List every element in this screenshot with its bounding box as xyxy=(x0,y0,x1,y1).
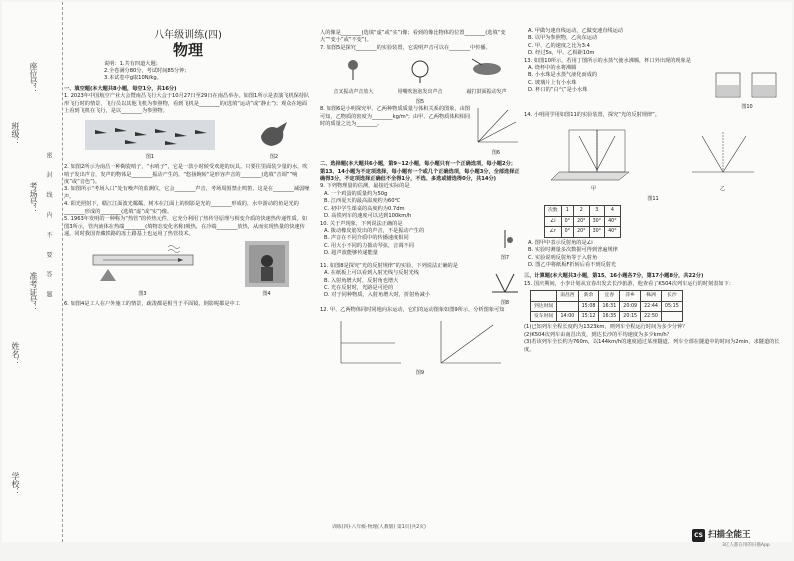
figure-5-label: 敲打鼓面振动发声 xyxy=(466,88,507,95)
train-schedule-table xyxy=(530,290,683,322)
question: 10. 关于声现象，下列说法正确的是 xyxy=(320,220,403,227)
table-cell: 30° xyxy=(589,216,605,226)
section-heading: 二、选择题(本大题共6小题，第9~12小题，每小题只有一个正确选项，每小题2分；第13、14小题为不定项选择，每小题有一个或几个正确选项，每小题3分，全部选择正确得3分，不定项选择正确但不全得1分，不选、多选或错选得0分，共14分) xyxy=(320,161,520,183)
column-1 xyxy=(64,2,312,542)
note: 说明：1.共有四道大题； xyxy=(104,60,161,67)
table-cell: 发车时间 xyxy=(531,311,557,321)
reflection-apparatus-b xyxy=(688,122,758,182)
question: 14. 小明同学用如图11的实验装置，探究“光的反射规律”。 xyxy=(524,111,660,118)
figure-caption: 图10 xyxy=(741,104,753,111)
question-part: (1)已知列车全程长度约为1323km，则列车全程运行时间为多少分钟？ xyxy=(524,324,688,331)
option: B. 江西夏天的最高温度约为60℃ xyxy=(324,198,401,205)
question: 15. 国庆期间，小李计划从宜春出发去长沙旅游，他查看了K504次列车运行的时刻表如下： xyxy=(524,280,734,287)
exam-title: 八年级训练(四) xyxy=(154,30,222,41)
table-header: 4 xyxy=(605,206,621,216)
table-header: 萍乡 xyxy=(620,291,641,301)
reflection-apparatus-a xyxy=(549,122,639,182)
question: 7. 如图5是探究________的实验装置，它说明声音可以在________中传播。 xyxy=(320,44,491,51)
figure-caption: 图6 xyxy=(491,149,501,156)
question: 11. 如图8是探究“光的反射规律”的实验，下列说法正确的是 xyxy=(320,262,458,269)
table-cell: 14:00 xyxy=(557,311,578,321)
table-header: 株洲 xyxy=(641,291,662,301)
option: D. 超声波能够传递能量 xyxy=(324,250,378,257)
option: D. 高铁列车的速度可以达到100km/h xyxy=(324,213,412,220)
table-cell: 0° xyxy=(561,227,573,237)
question: 4. 阳光照射下，赣江江面波光粼粼，树木在江面上的倒影是光的________形成的，水中游动的鱼是光的________形成的________(选填“虚”或“实”)像。 xyxy=(64,201,299,215)
note: 3.本试卷中g取10N/kg。 xyxy=(104,74,162,81)
table-header: 新余 xyxy=(578,291,599,301)
table-cell: ∠i xyxy=(545,216,562,226)
option: A. 烧杯中的水将沸腾 xyxy=(528,65,577,72)
heat-pipe-diagram xyxy=(88,241,198,287)
table-header: 宜春 xyxy=(599,291,620,301)
table-cell: 15:12 xyxy=(578,311,599,321)
question: 8. 如图6是小明探究甲、乙两种物质质量与体积关系的图象，由图可知，乙物质的密度为________kg/m³；由甲、乙两物质体积相同时的质量之比为________。 xyxy=(320,106,471,128)
figure-4 xyxy=(245,241,289,298)
figure-3 xyxy=(88,241,198,298)
figure-caption: 图1 xyxy=(145,153,155,160)
light-reflection-diagram xyxy=(490,270,520,296)
ticket-number-label: 准考证号： xyxy=(29,272,38,312)
figure-10 xyxy=(712,65,782,112)
mass-volume-graph xyxy=(472,106,520,146)
figure-11-label-a: 甲 xyxy=(590,185,596,192)
figure-6 xyxy=(472,106,520,157)
page-footer: 训练(四)·八年级·物理(人教版) 第1页(共2页) xyxy=(332,525,426,530)
question: 6. 如图4是工人在户外施工的情景，疏浚都是相当于平面镜，倒影呢都是中工 xyxy=(64,301,240,308)
table-cell: 40° xyxy=(605,227,621,237)
option: C. 用大小不同的力拨动琴弦，音调不同 xyxy=(324,242,414,249)
figure-2 xyxy=(257,118,291,161)
question: 1. 2023年中国航空产业大会暨南昌飞行大会于10月27日至29日在南昌举办。如图1所示是表演飞机保持队形飞行时的情景，飞行员以其他飞机为参照物，看到飞机是________的(选填“运动”或“静止”)；观众在地面上看到飞机在飞行，是以________为参照物。 xyxy=(64,93,310,115)
question: 5. 1963年发明的一种称为“热管”的传热元件，它充分利用了热传导原理与相变介质的快速热传递性质。如图3所示，管内液体在热端________(填物态变化名称)吸热，在冷端________放热，从而实现热量的快速传递。同时我国青藏铁路的冻土路基上也运用了热管技术。 xyxy=(64,216,308,237)
class-label: 班级： xyxy=(11,122,20,146)
table-header: 南昌西 xyxy=(557,291,578,301)
table-cell: 22:50 xyxy=(641,311,662,321)
angle-table xyxy=(544,205,621,237)
table-cell xyxy=(557,301,578,311)
option: C. 光在反射时，光路是可逆的 xyxy=(324,284,394,291)
school-label: 学校： xyxy=(11,472,20,496)
table-header xyxy=(531,291,557,301)
figure-caption: 图3 xyxy=(138,290,147,297)
figure-caption: 图5 xyxy=(415,99,425,106)
drum-image xyxy=(462,55,512,85)
velocity-time-graph xyxy=(335,317,405,367)
question: 9. 下列物理量的估测，最接近实际的是 xyxy=(320,183,410,190)
bubble-image xyxy=(395,55,445,85)
question: 2. 如图2所示为南昌一种陶瓷哨子，“水哨子”，它是一款小时候受欢迎的玩具。只要往里面装少量的水，吹哨子发出声音，发声的物体是________振动产生的，“悠扬婉转”是形容声音的________(选填“音调”“响度”或“音色”)。 xyxy=(64,164,308,186)
seat-number-label: 座位号： xyxy=(29,62,38,94)
option: D. 经过5s，甲、乙相距10m xyxy=(528,50,595,57)
figure-11 xyxy=(524,122,782,193)
figure-5 xyxy=(320,55,520,96)
figure-9 xyxy=(320,317,520,367)
table-cell: 20:15 xyxy=(620,311,641,321)
option: A. 在纸板上可以看到入射光线与反射光线 xyxy=(324,270,419,277)
figure-caption: 图11 xyxy=(647,196,659,203)
option: C. 玻璃片上有小水珠 xyxy=(528,79,577,86)
bird-whistle-image xyxy=(257,118,291,150)
option: B. 实验时测量多次数据可得到普遍规律 xyxy=(528,247,618,254)
option: D. 对于同种物质，入射角增大时，折射角减小 xyxy=(324,292,430,299)
option: C. 甲、乙的速度之比为3:4 xyxy=(528,42,590,49)
table-cell: 22:44 xyxy=(641,301,662,311)
table-cell: 20° xyxy=(574,227,590,237)
table-header: 次数 xyxy=(545,206,562,216)
section-heading: 三、计算题(本大题共3小题，第15、16小题各7分，第17小题8分，共22分) xyxy=(524,273,704,280)
name-label: 姓名： xyxy=(11,342,20,366)
figure-5-label: 用嘴吹泡泡发出声音 xyxy=(397,88,443,95)
beaker-diagram xyxy=(712,65,782,101)
binding-strip xyxy=(2,2,63,542)
option: B. 以甲为参照物，乙向东运动 xyxy=(528,35,598,42)
option: C. 实验说明反射角等于入射角 xyxy=(528,254,598,261)
question: 12. 甲、乙两物体同时同地向东运动，它们的运动图象如图9所示，分析图象可知 xyxy=(320,306,505,313)
table-cell: 20:09 xyxy=(620,301,641,311)
figure-5-label: 音叉振动声音放大 xyxy=(333,88,374,95)
camscanner-brand: 扫描全能王 xyxy=(708,530,751,540)
camscanner-tagline: 3亿人都在用的扫描App xyxy=(722,543,770,548)
camscanner-logo-icon: CS xyxy=(692,529,705,542)
table-cell: 0° xyxy=(561,216,573,226)
figure-8 xyxy=(490,270,520,307)
option: B. 声音在不同介质中的传播速度相同 xyxy=(324,235,409,242)
note: 2.全卷满分80分，考试时间85分钟； xyxy=(104,67,190,74)
figure-7 xyxy=(490,228,520,263)
table-cell: 40° xyxy=(605,216,621,226)
worker-photo xyxy=(245,241,289,287)
airplane-formation-image xyxy=(85,120,215,150)
figure-caption: 图2 xyxy=(269,153,279,160)
option: A. 甲做匀速直线运动，乙做变速直线运动 xyxy=(528,28,623,34)
table-cell: 20° xyxy=(574,216,590,226)
option: B. 入射角增大时，反射角也增大 xyxy=(324,277,399,284)
table-header: 长沙 xyxy=(661,291,682,301)
section-heading: 一、填空题(本大题共8小题，每空1分，共16分) xyxy=(64,85,177,92)
column-2 xyxy=(320,2,520,542)
distance-time-graph xyxy=(435,317,505,367)
question-part: (3)若该列车全长约为760m，以144km/h的速度通过某座隧道，列车全部在隧道中的时间为2min，求隧道的长度。 xyxy=(524,339,780,353)
exam-sheet xyxy=(2,2,792,542)
option: A. 图甲中表示反射角的是∠i xyxy=(528,239,593,246)
figure-caption: 图9 xyxy=(415,370,425,377)
question: 13. 如图10所示，若用丁图所示的水蒸气使水沸腾，杯口外出现的现象是 xyxy=(524,57,691,64)
figure-11-label-b: 乙 xyxy=(719,185,725,192)
option: C. 初中学生课桌的高度约为0.7dm xyxy=(324,205,405,212)
option: D. 杯口的“白气”是小水珠 xyxy=(528,87,588,94)
column-3 xyxy=(524,2,782,542)
question: 人的像是________(选填“虚”或“实”)像；看到的像比物体的位置________(选填“变大”“变小”或“不变”)。 xyxy=(320,30,506,44)
question-part: (2)K504次列车由南昌出发，到达长沙的平均速度为多少km/h？ xyxy=(524,331,672,338)
figure-caption: 图8 xyxy=(500,299,510,306)
figure-caption: 图7 xyxy=(500,255,510,262)
table-cell: 15:08 xyxy=(578,301,599,311)
tuning-fork-ball-image xyxy=(490,228,520,252)
table-cell: 30° xyxy=(589,227,605,237)
subject-title: 物理 xyxy=(172,41,203,60)
table-cell: 16:35 xyxy=(599,311,620,321)
instructions xyxy=(104,61,312,82)
table-header: 2 xyxy=(574,206,590,216)
table-cell: 05:15 xyxy=(661,301,682,311)
question: 3. 如图所示“考场入口”处有噪声的监测仪，它会________声音，考场周围禁止鸣笛，这是在________减弱噪声。 xyxy=(64,186,310,200)
option: B. 小水珠是水蒸气液化而成的 xyxy=(528,72,598,79)
table-cell: 16:31 xyxy=(599,301,620,311)
table-cell: 到达时间 xyxy=(531,301,557,311)
figure-caption: 图4 xyxy=(262,290,271,297)
seal-line-text: 密 封 线 内 不 要 答 题 xyxy=(45,152,52,304)
table-header: 3 xyxy=(589,206,605,216)
tuning-fork-image xyxy=(328,55,378,85)
table-cell xyxy=(661,311,682,321)
table-header: 1 xyxy=(561,206,573,216)
option: A. 拨动橡皮筋发出的声音，不是振动产生的 xyxy=(324,227,425,234)
option: A. 一个鸡蛋的质量约为50g xyxy=(324,190,388,197)
exam-room-label: 考场号： xyxy=(29,182,38,214)
table-cell: ∠r xyxy=(545,227,562,237)
figure-1 xyxy=(85,120,215,161)
option: D. 图乙中将纸板F折转后看不到反射光 xyxy=(528,261,617,268)
